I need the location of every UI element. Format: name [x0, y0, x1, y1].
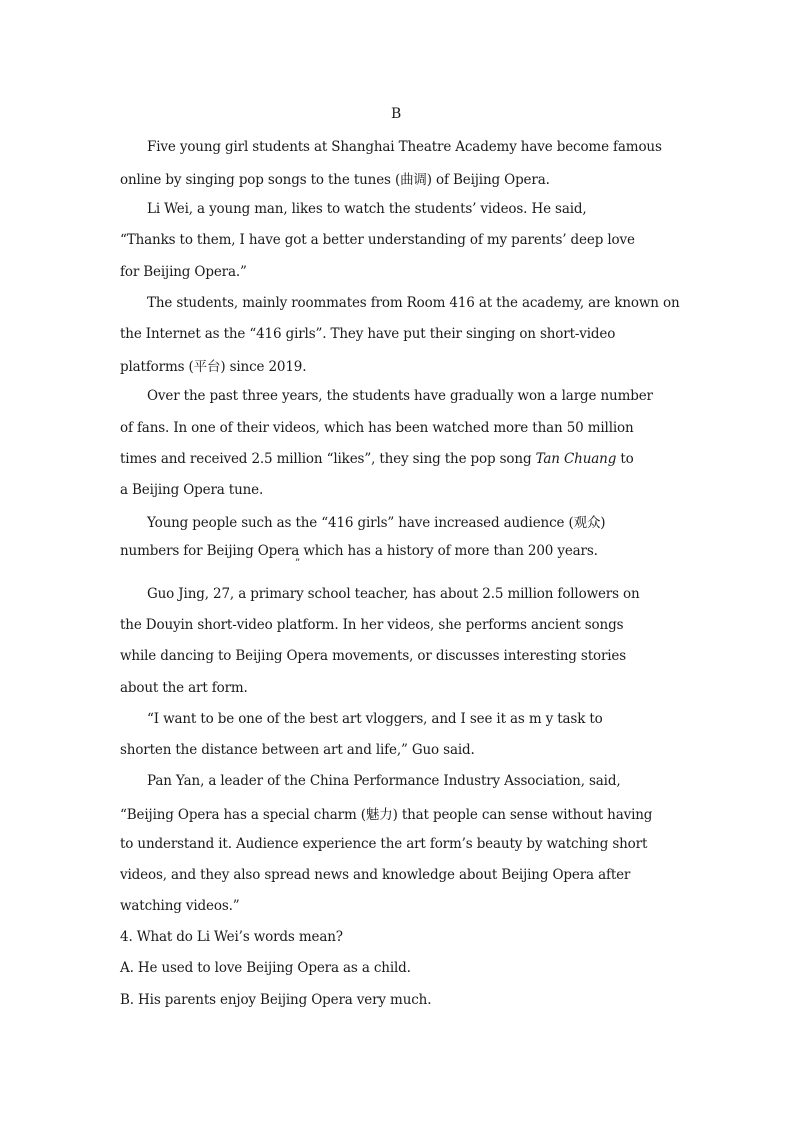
paragraph-1-line-1: Five young girl students at Shanghai Theatre Academy have become famous: [147, 139, 662, 155]
paragraph-4-line-3-end: to: [616, 451, 634, 467]
option-a: A. He used to love Beijing Opera as a child.: [120, 960, 411, 976]
paragraph-4-line-3: [120, 451, 634, 467]
paragraph-8-line-1: Pan Yan, a leader of the China Performance Industry Association, said,: [147, 773, 621, 789]
paragraph-2-line-3: for Beijing Opera.”: [120, 264, 247, 280]
paragraph-1-line-2: online by singing pop songs to the tunes (曲调) of Beijing Opera.: [120, 172, 550, 188]
paragraph-4-line-4: a Beijing Opera tune.: [120, 482, 264, 498]
paragraph-8-line-4: videos, and they also spread news and knowledge about Beijing Opera after: [120, 867, 631, 883]
paragraph-3-line-2: the Internet as the “416 girls”. They have put their singing on short-video: [120, 326, 616, 342]
paragraph-7-line-1: “I want to be one of the best art vloggers, and I see it as m y task to: [147, 711, 603, 727]
paragraph-3-line-3: platforms (平台) since 2019.: [120, 359, 307, 375]
paragraph-3-line-1: The students, mainly roommates from Room 416 at the academy, are known on: [147, 295, 680, 311]
option-b: B. His parents enjoy Beijing Opera very much.: [120, 992, 432, 1008]
paragraph-6-line-3: while dancing to Beijing Opera movements, or discusses interesting stories: [120, 648, 627, 664]
paragraph-5-line-2: numbers for Beijing Opera which has a history of more than 200 years.: [120, 543, 598, 559]
paragraph-6-line-2: the Douyin short-video platform. In her videos, she performs ancient songs: [120, 617, 624, 633]
question-stem: 4. What do Li Wei’s words mean?: [120, 929, 343, 945]
paragraph-4-line-1: Over the past three years, the students have gradually won a large number: [147, 388, 653, 404]
paragraph-4-line-2: of fans. In one of their videos, which has been watched more than 50 million: [120, 420, 634, 436]
paragraph-2-line-2: “Thanks to them, I have got a better understanding of my parents’ deep love: [120, 232, 635, 248]
paragraph-8-line-2: “Beijing Opera has a special charm (魅力) that people can sense without having: [120, 807, 653, 823]
section-heading: B: [391, 106, 402, 122]
paragraph-2-line-1: Li Wei, a young man, likes to watch the students’ videos. He said,: [147, 201, 587, 217]
paragraph-8-line-5: watching videos.”: [120, 898, 240, 914]
paragraph-6-line-1: Guo Jing, 27, a primary school teacher, has about 2.5 million followers on: [147, 586, 640, 602]
paragraph-6-line-4: about the art form.: [120, 680, 248, 696]
song-title: Tan Chuang: [535, 451, 617, 467]
paragraph-8-line-3: to understand it. Audience experience the art form’s beauty by watching short: [120, 836, 648, 852]
paragraph-7-line-2: shorten the distance between art and life,” Guo said.: [120, 742, 475, 758]
paragraph-5-line-1: Young people such as the “416 girls” have increased audience (观众): [147, 515, 606, 531]
stray-quote-mark: ”: [295, 558, 301, 569]
paragraph-4-line-3-text: times and received 2.5 million “likes”, they sing the pop song: [120, 451, 536, 467]
